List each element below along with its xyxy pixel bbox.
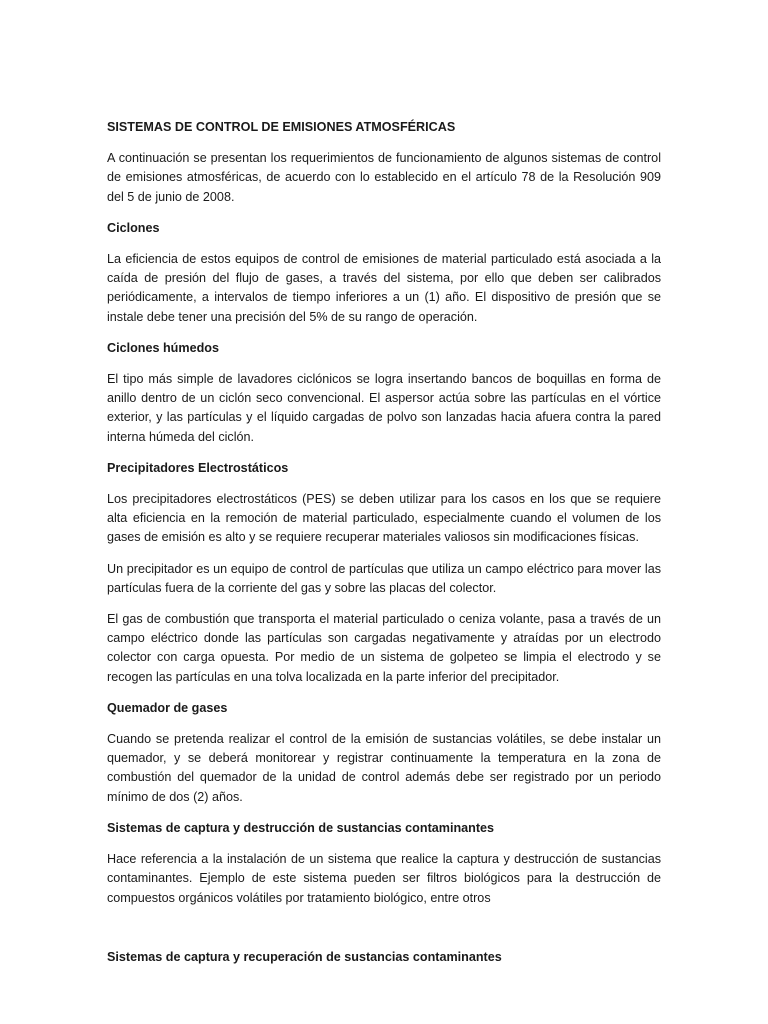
section-paragraph: Un precipitador es un equipo de control de partículas que utiliza un campo eléctrico para mover las partículas fuera de la corriente del gas y sobre las placas del colector. — [107, 561, 661, 595]
section-paragraph: El gas de combustión que transporta el material particulado o ceniza volante, pasa a través de un campo eléctrico donde las partículas son cargadas negativamente y atraídas por un electrodo colector con carga opuesta. Por medio de un sistema de golpeteo se limpia el electrodo y se recogen las partículas en una tolva localizada en la parte inferior del precipitador. — [107, 612, 661, 684]
section-paragraph: La eficiencia de estos equipos de control de emisiones de material particulado está asociada a la caída de presión del flujo de gases, a través del sistema, por ello que deben ser calibrados periódicamente, a intervalos de tiempo inferiores a un (1) año. El dispositivo de presión que se instale debe tener una precisión del 5% de su rango de operación. — [107, 252, 661, 324]
section-paragraph: El tipo más simple de lavadores ciclónicos se logra insertando bancos de boquillas en forma de anillo dentro de un ciclón seco convencional. El aspersor actúa sobre las partículas en el vórtice exterior, y las partículas y el líquido cargadas de polvo son lanzadas hacia afuera contra la pared interna húmeda del ciclón. — [107, 372, 661, 444]
section-paragraph: Cuando se pretenda realizar el control de la emisión de sustancias volátiles, se debe instalar un quemador, y se deberá monitorear y registrar continuamente la temperatura en la zona de combustión del quemador de la unidad de control además debe ser registrado por un periodo mínimo de dos (2) años. — [107, 732, 661, 804]
section-heading-ciclones: Ciclones — [107, 220, 160, 235]
intro-paragraph: A continuación se presentan los requerimientos de funcionamiento de algunos sistemas de control de emisiones atmosféricas, de acuerdo con lo establecido en el artículo 78 de la Resolución 909 del 5 de junio de 2008. — [107, 151, 661, 204]
section-heading-quemador: Quemador de gases — [107, 700, 228, 715]
document-body — [107, 118, 661, 979]
section-paragraph: Hace referencia a la instalación de un sistema que realice la captura y destrucción de sustancias contaminantes. Ejemplo de este sistema pueden ser filtros biológicos para la destrucción de compuestos orgánicos volátiles por tratamiento biológico, entre otros — [107, 852, 661, 905]
document-title: SISTEMAS DE CONTROL DE EMISIONES ATMOSFÉRICAS — [107, 120, 456, 134]
section-heading-ciclones-humedos: Ciclones húmedos — [107, 340, 219, 355]
section-heading-precipitadores: Precipitadores Electrostáticos — [107, 460, 289, 475]
section-heading-captura-recuperacion: Sistemas de captura y recuperación de sustancias contaminantes — [107, 949, 502, 964]
section-heading-captura-destruccion: Sistemas de captura y destrucción de sustancias contaminantes — [107, 820, 495, 835]
blank-line — [107, 920, 661, 948]
section-paragraph: Los precipitadores electrostáticos (PES) se deben utilizar para los casos en los que se requiere alta eficiencia en la remoción de material particulado, especialmente cuando el volumen de los gases de emisión es alto y se requiere recuperar materiales valiosos sin modificaciones físicas. — [107, 492, 661, 545]
